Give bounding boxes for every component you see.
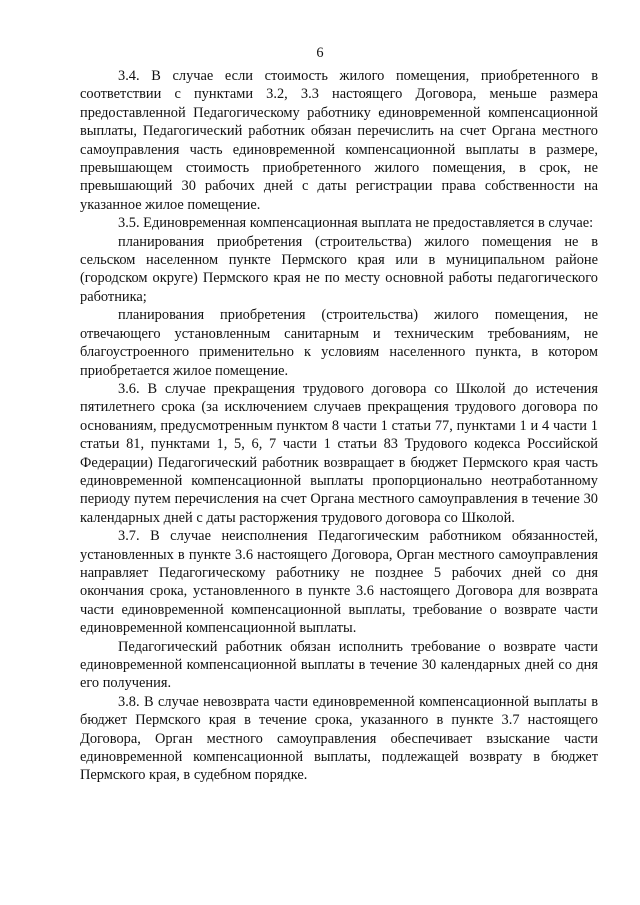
document-body: [80, 67, 598, 785]
paragraph-3-5: 3.5. Единовременная компенсационная выплата не предоставляется в случае:: [118, 215, 594, 232]
paragraph-3-5-case-2: планирования приобретения (строительства) жилого помещения, не отвечающего установленным санитарным и техническим требованиям, не благоустроенного применительно к условиям населенного пункта, в котором приобретается жилое помещение.: [80, 307, 598, 379]
paragraph-3-6: 3.6. В случае прекращения трудового договора со Школой до истечения пятилетнего срока (за исключением случаев прекращения трудового договора по основаниям, предусмотренным пунктом 8 части 1 статьи 77, пунктами 1 и 4 части 1 статьи 81, пунктами 1, 5, 6, 7 части 1 статьи 83 Трудового кодекса Российской Федерации) Педагогический работник возвращает в бюджет Пермского края часть единовременной компенсационной выплаты пропорционально неотработанному периоду путем перечисления на счет Органа местного самоуправления в течение 30 календарных дней с даты расторжения трудового договора со Школой.: [80, 380, 598, 526]
paragraph-3-8: 3.8. В случае невозврата части единовременной компенсационной выплаты в бюджет Пермского края в течение срока, указанного в пункте 3.7 настоящего Договора, Орган местного самоуправления обеспечивает взыскание части единовременной компенсационной выплаты, подлежащей возврату в бюджет Пермского края, в судебном порядке.: [80, 693, 598, 784]
page-number: 6: [316, 45, 324, 61]
paragraph-3-5-case-1: планирования приобретения (строительства) жилого помещения не в сельском населенном пункте Пермского края или в муниципальном районе (городском округе) Пермского края не по месту основной работы педагогического работника;: [80, 233, 598, 305]
paragraph-3-7-obligation: Педагогический работник обязан исполнить требование о возврате части единовременной компенсационной выплаты в течение 30 календарных дней со дня его получения.: [80, 638, 598, 692]
paragraph-3-7: 3.7. В случае неисполнения Педагогическим работником обязанностей, установленных в пункте 3.6 настоящего Договора, Орган местного самоуправления направляет Педагогическому работнику не позднее 5 рабочих дней со дня окончания срока, установленного в пункте 3.6 настоящего Договора для возврата части единовременной компенсационной выплаты, требование о возврате части единовременной компенсационной выплаты.: [80, 528, 598, 637]
paragraph-3-4: 3.4. В случае если стоимость жилого помещения, приобретенного в соответствии с пунктами 3.2, 3.3 настоящего Договора, меньше размера предоставленной Педагогическому работнику единовременной компенсационной выплаты, Педагогический работник обязан перечислить на счет Органа местного самоуправления часть единовременной компенсационной выплаты в размере, превышающем стоимость приобретенного жилого помещения, в срок, не превышающий 30 рабочих дней с даты регистрации права собственности на указанное жилое помещение.: [80, 68, 598, 213]
